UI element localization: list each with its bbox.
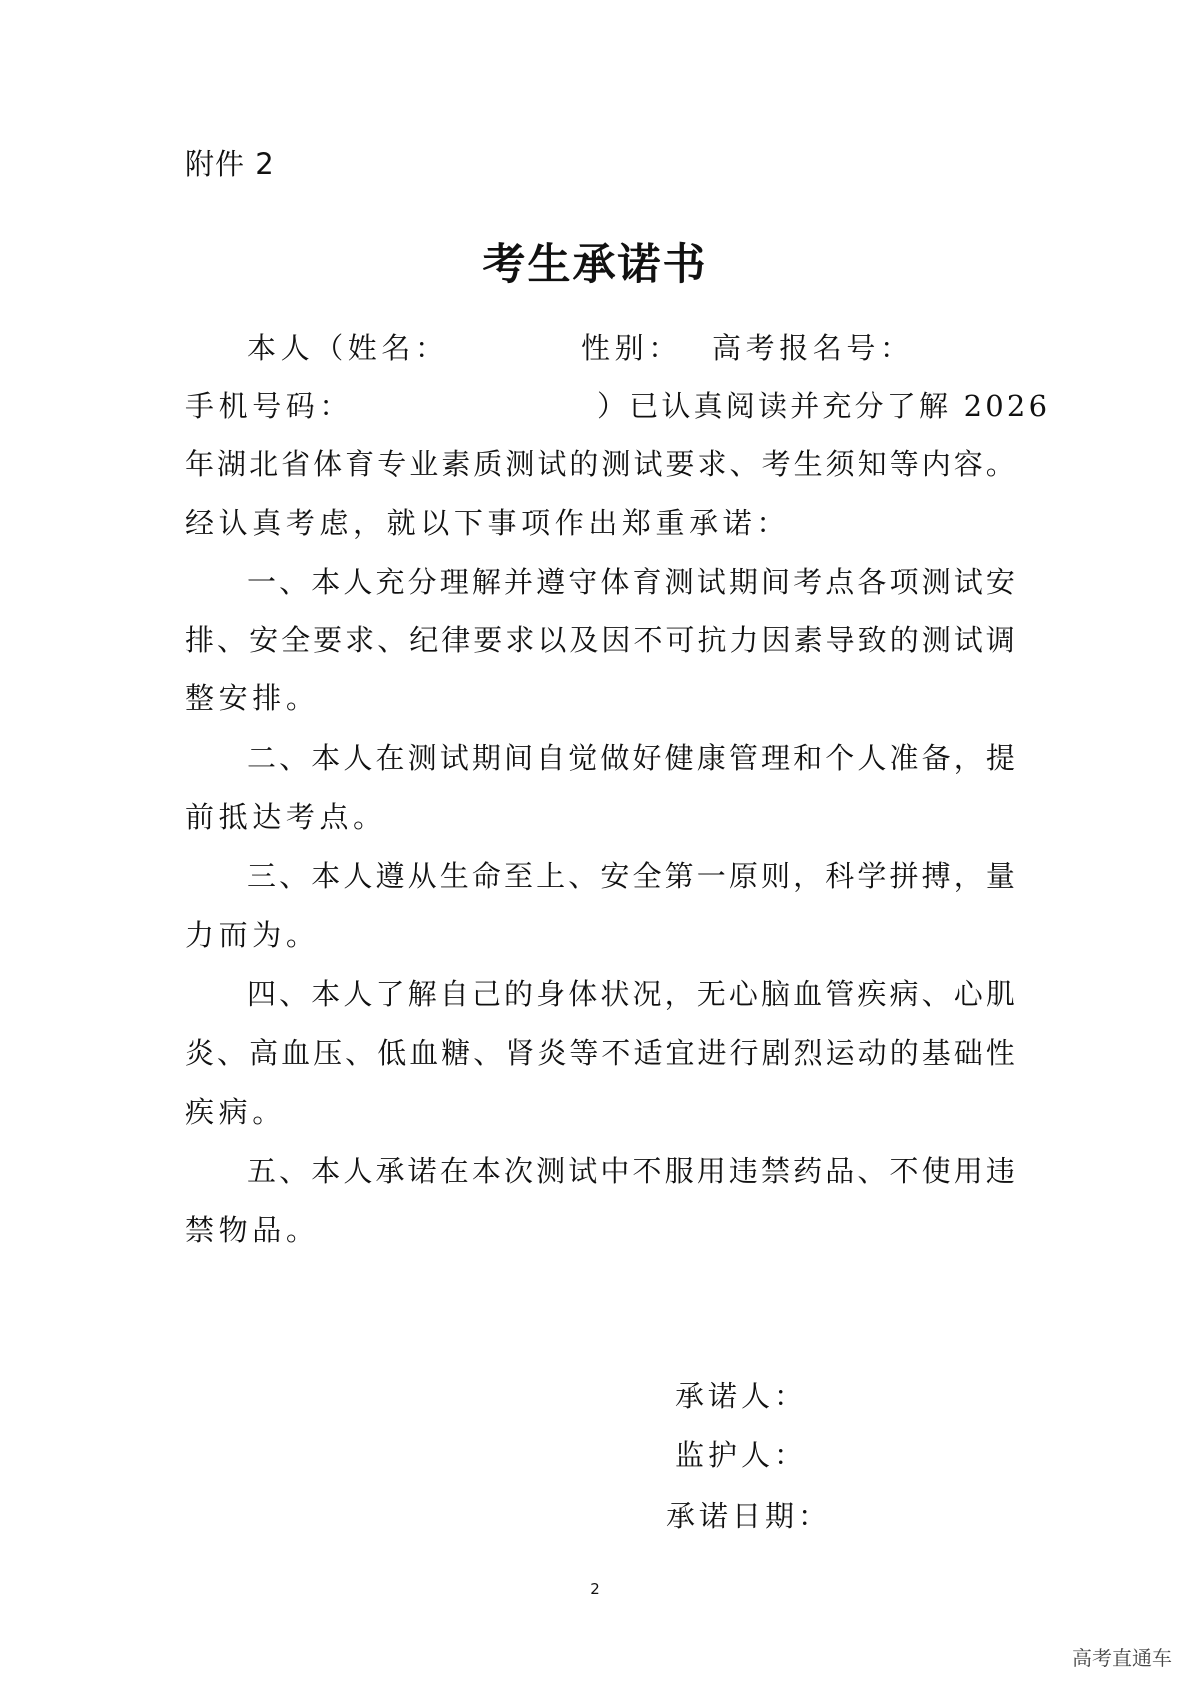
name-field-label: 本人（姓名： [247, 331, 449, 365]
watermark: 高考直通车 [1072, 1646, 1172, 1670]
item-1-line-3: 整 安 排 。 [185, 681, 315, 715]
item-4-line-2: 炎 、 高 血 压 、 低 血 糖 、 肾 炎 等 不 适 宜 进 行 剧 烈 运 动 的 基 础 性 [185, 1036, 1015, 1070]
page-title: 考生承诺书 [482, 240, 708, 290]
item-5-line-2: 禁 物 品 。 [185, 1213, 315, 1247]
page-number: 2 [590, 1580, 600, 1598]
item-3-line-2: 力 而 为 。 [185, 918, 315, 952]
intro-line-2-text: ）已认真阅读并充分了解 2026 [597, 389, 1051, 423]
date-label: 承诺日期： [666, 1499, 832, 1533]
item-1-line-1: 一 、 本 人 充 分 理 解 并 遵 守 体 育 测 试 期 间 考 点 各 项 测 试 安 [247, 565, 1015, 599]
item-3-line-1: 三 、 本 人 遵 从 生 命 至 上 、 安 全 第 一 原 则 ， 科 学 拼 搏 ， 量 [247, 859, 1015, 893]
exam-id-field-label: 高考报名号： [712, 331, 914, 365]
guardian-label: 监护人： [675, 1438, 808, 1472]
promisor-label: 承诺人： [675, 1379, 808, 1413]
item-4-line-1: 四 、 本 人 了 解 自 己 的 身 体 状 况 ， 无 心 脑 血 管 疾 病 、 心 肌 [247, 977, 1015, 1011]
gender-field-label: 性别： [581, 331, 682, 365]
item-1-line-2: 排 、 安 全 要 求 、 纪 律 要 求 以 及 因 不 可 抗 力 因 素 导 致 的 测 试 调 [185, 623, 1015, 657]
intro-line-4: 经 认 真 考 虑 ， 就 以 下 事 项 作 出 郑 重 承 诺 ： [185, 506, 786, 540]
item-5-line-1: 五 、 本 人 承 诺 在 本 次 测 试 中 不 服 用 违 禁 药 品 、 不 使 用 违 [247, 1154, 1015, 1188]
item-4-line-3: 疾 病 。 [185, 1095, 282, 1129]
phone-field-label: 手机号码： [185, 389, 354, 423]
item-2-line-1: 二 、 本 人 在 测 试 期 间 自 觉 做 好 健 康 管 理 和 个 人 准 备 ， 提 [247, 741, 1015, 775]
intro-line-3: 年 湖 北 省 体 育 专 业 素 质 测 试 的 测 试 要 求 、 考 生 须 知 等 内 容 。 [185, 447, 1015, 481]
item-2-line-2: 前 抵 达 考 点 。 [185, 800, 383, 834]
attachment-label: 附件 2 [185, 147, 275, 181]
